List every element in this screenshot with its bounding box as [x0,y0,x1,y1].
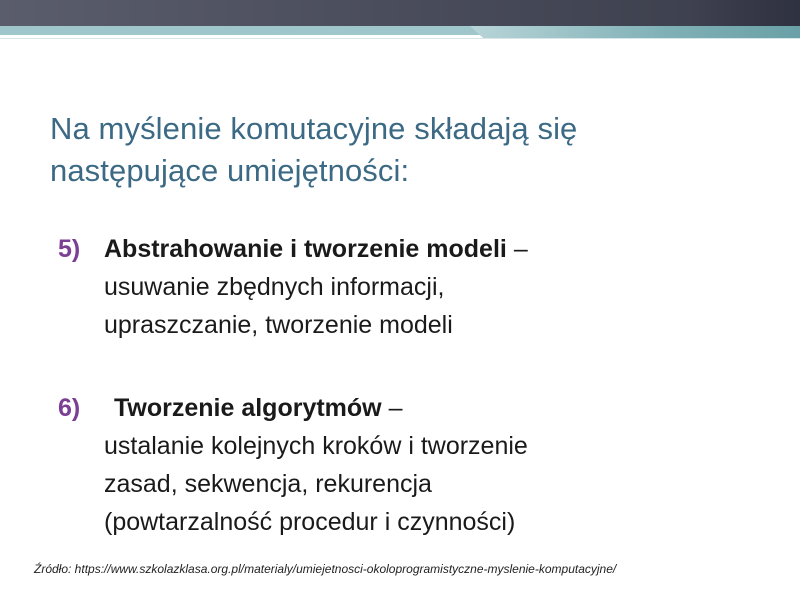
list-item-line: zasad, sekwencja, rekurencja [104,470,432,498]
list-item-number: 6) [58,394,81,422]
list-item-abstraction [58,230,758,344]
list-item-dash: – [388,394,403,422]
header-bar [0,0,800,26]
list-item-text [104,230,758,344]
source-citation: Źródło: https://www.szkolazklasa.org.pl/materialy/umiejetnosci-okoloprogramistyczne-myslenie-komputacyjne/ [34,562,617,576]
list-item-heading-line [104,389,758,427]
accent-line [0,38,800,39]
list-item-heading: Tworzenie algorytmów [114,394,382,422]
slide-title-line-2: następujące umiejętności: [50,153,410,188]
list-item-heading: Abstrahowanie i tworzenie modeli [104,235,507,263]
list-item-number: 5) [58,235,81,263]
list-item-line: ustalanie kolejnych kroków i tworzenie [104,432,528,460]
list-item-line: usuwanie zbędnych informacji, [104,273,445,301]
list-item-dash: – [513,235,528,263]
slide-title-line-1: Na myślenie komutacyjne składają się [50,111,578,146]
header-bar-fade [690,0,800,26]
list-item-line: upraszczanie, tworzenie modeli [104,311,453,339]
list-item-heading-line [104,230,758,268]
accent-strip-right [470,26,800,38]
list-item-text [104,389,758,541]
slide-title [50,108,770,192]
list-item-line: (powtarzalność procedur i czynności) [104,508,516,536]
list-item-algorithms [58,389,758,541]
